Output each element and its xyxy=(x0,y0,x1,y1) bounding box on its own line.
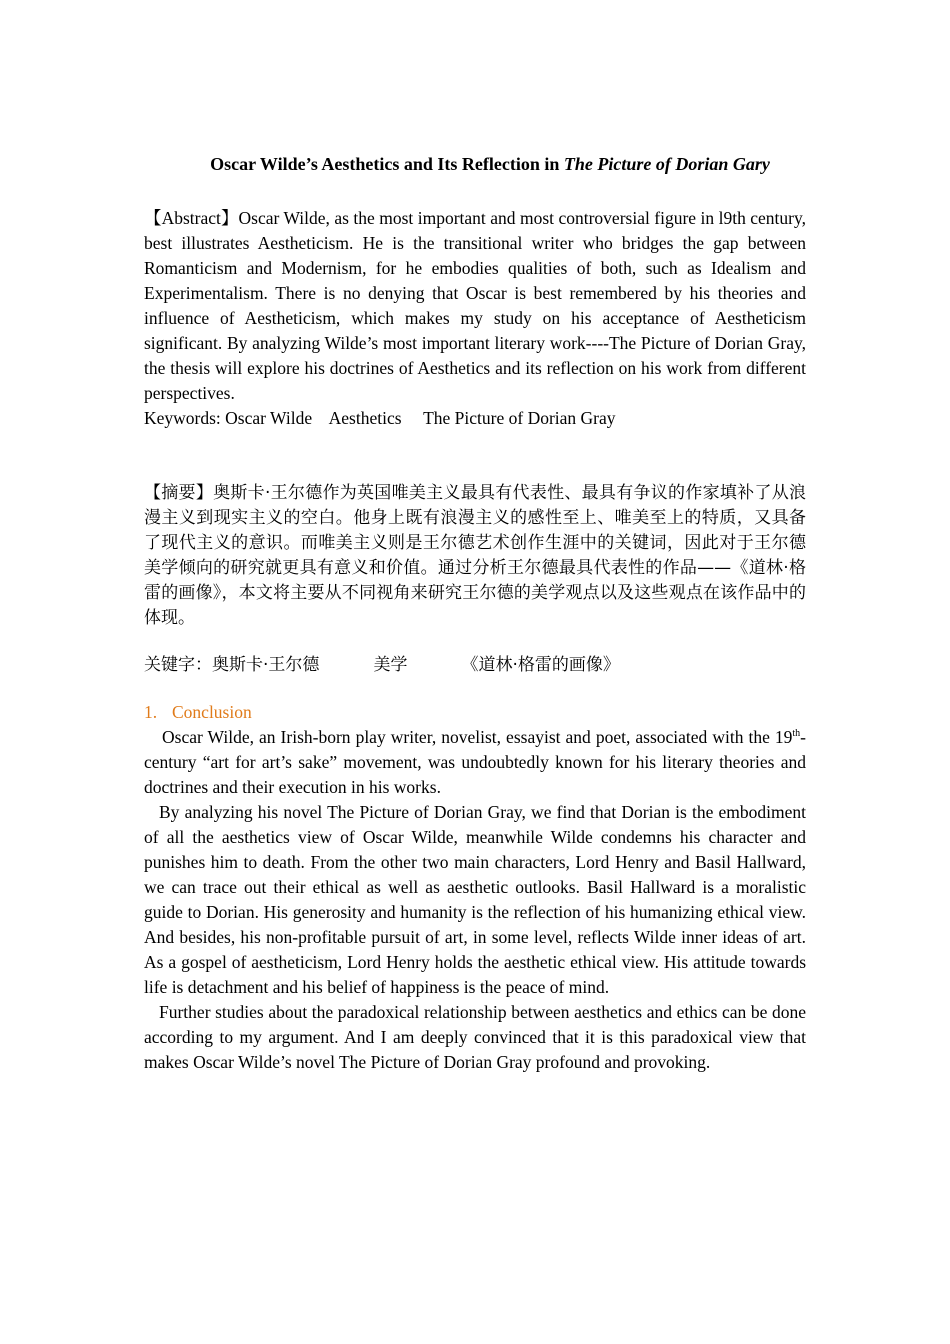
conclusion-paragraph-2: By analyzing his novel The Picture of Dorian Gray, we find that Dorian is the embodiment of all the aesthetics view of Oscar Wilde, meanwhile Wilde condemns his character and punishes him to death. From the other two main characters, Lord Henry and Basil Hallward, we can trace out their ethical as well as aesthetic outlooks. Basil Hallward is a moralistic guide to Dorian. His generosity and humanity is the reflection of his humanizing ethical view. And besides, his non-profitable pursuit of art, in some level, reflects Wilde inner ideas of art. As a gospel of aestheticism, Lord Henry holds the aesthetic ethical view. His attitude towards life is detachment and his belief of happiness is the peace of mind. xyxy=(144,802,806,997)
section-title: Conclusion xyxy=(172,702,252,722)
english-keywords: Keywords: Oscar Wilde Aesthetics The Picture of Dorian Gray xyxy=(144,408,616,428)
para1-superscript: th xyxy=(792,728,801,740)
document-title xyxy=(144,150,806,178)
title-text: Oscar Wilde’s Aesthetics and Its Reflection in xyxy=(210,154,564,174)
title-italic-text: The Picture of Dorian Gary xyxy=(563,154,770,174)
para1-text-a: Oscar Wilde, an Irish-born play writer, novelist, essayist and poet, associated with the 19 xyxy=(162,727,793,747)
para1-text-b: -century “art for art’s sake” movement, was undoubtedly known for his literary theories and doctrines and their execution in his works. xyxy=(144,727,806,797)
conclusion-paragraph-1 xyxy=(144,725,806,800)
document-body xyxy=(144,150,806,1075)
chinese-keywords: 关键字：奥斯卡·王尔德 美学 《道林·格雷的画像》 xyxy=(144,655,620,675)
conclusion-paragraph-3: Further studies about the paradoxical relationship between aesthetics and ethics can be done according to my argument. And I am deeply convinced that it is this paradoxical view that makes Oscar Wilde’s novel The Picture of Dorian Gray profound and provoking. xyxy=(144,1002,806,1072)
chinese-abstract: 【摘要】奥斯卡·王尔德作为英国唯美主义最具有代表性、最具有争议的作家填补了从浪漫主义到现实主义的空白。他身上既有浪漫主义的感性至上、唯美至上的特质，又具备了现代主义的意识。而唯美主义则是王尔德艺术创作生涯中的关键词，因此对于王尔德美学倾向的研究就更具有意义和价值。通过分析王尔德最具代表性的作品——《道林·格雷的画像》，本文将主要从不同视角来研究王尔德的美学观点以及这些观点在该作品中的体现。 xyxy=(144,483,806,628)
english-abstract: 【Abstract】Oscar Wilde, as the most important and most controversial figure in l9th century, best illustrates Aestheticism. He is the transitional writer who bridges the gap between Romanticism and Modernism, for he embodies qualities of both, such as Idealism and Experimentalism. There is no denying that Oscar is best remembered by his theories and influence of Aestheticism, which makes my study on his acceptance of Aestheticism significant. By analyzing Wilde’s most important literary work----The Picture of Dorian Gray, the thesis will explore his doctrines of Aesthetics and its reflection on his work from different perspectives. xyxy=(144,208,806,403)
section-heading xyxy=(144,700,806,725)
section-number: 1. xyxy=(144,702,158,722)
